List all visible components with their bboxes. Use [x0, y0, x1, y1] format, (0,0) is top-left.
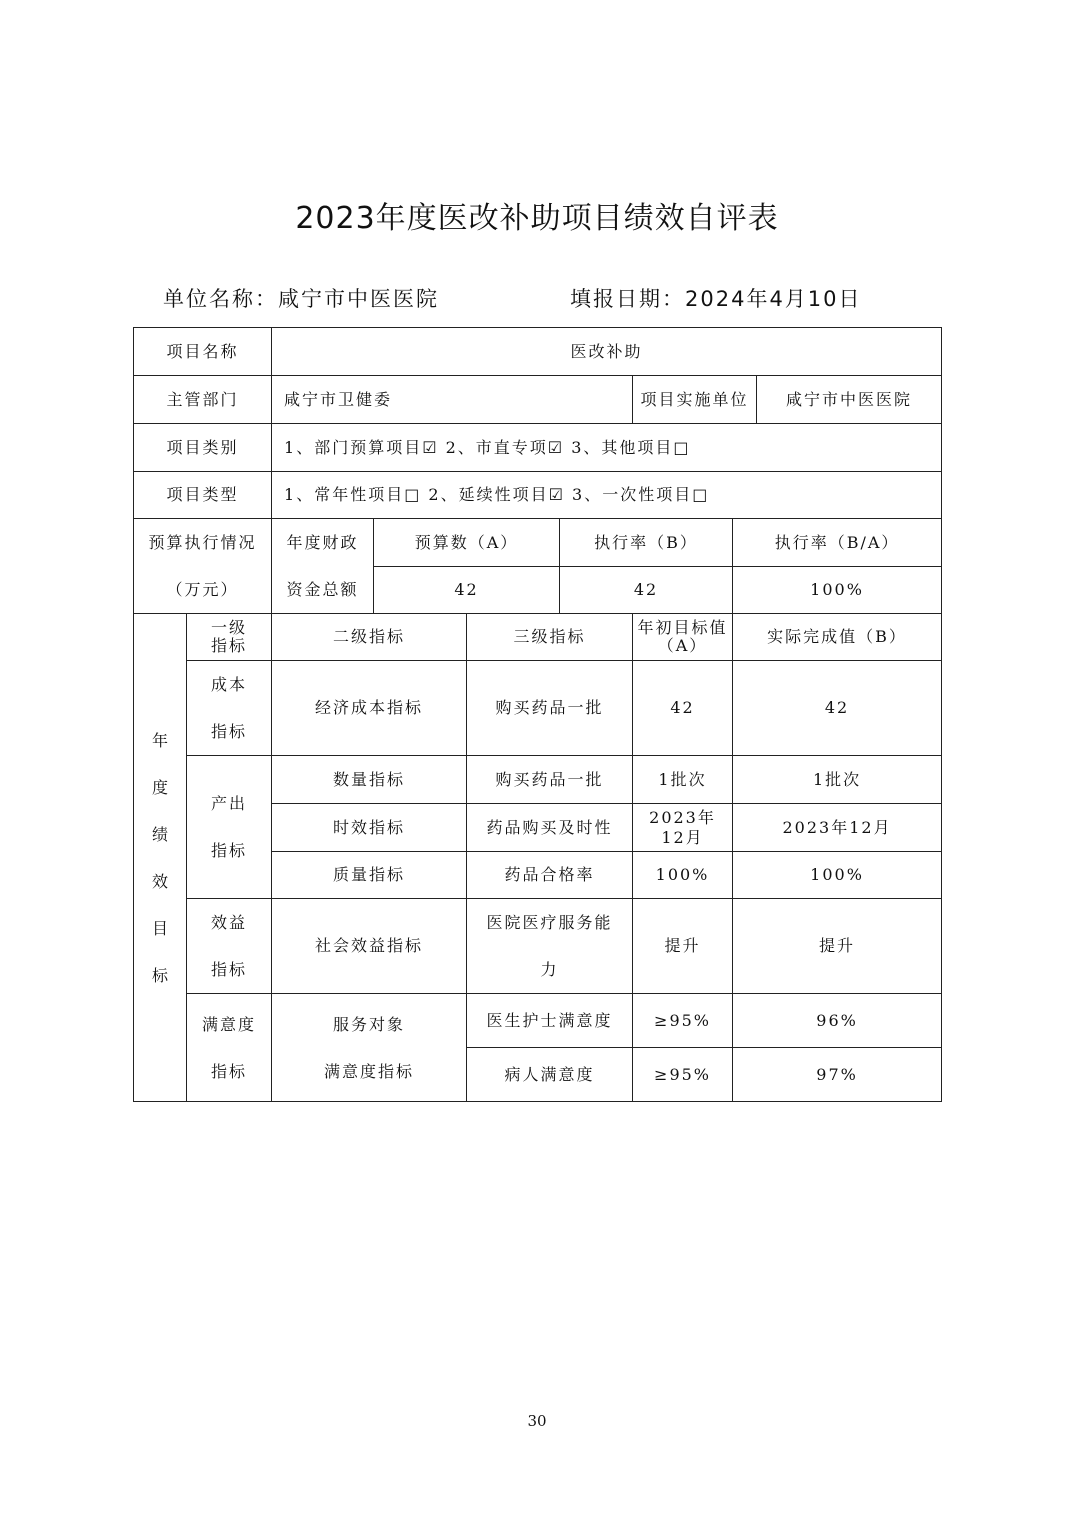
- fund-total-label: [272, 519, 374, 614]
- evaluation-table: [133, 327, 942, 1102]
- fund-total-label-line1: 年度财政: [286, 533, 359, 552]
- satisfaction-actual: 96%: [733, 994, 942, 1048]
- output-level2: 时效指标: [272, 804, 467, 852]
- budget-exec-label-line2: （万元）: [166, 580, 239, 599]
- benefit-label-line1: 效益: [211, 913, 248, 932]
- satisfaction-level3: 医生护士满意度: [467, 994, 633, 1048]
- satisfaction-level2-line1: 服务对象: [333, 1014, 406, 1034]
- table-row: [134, 899, 942, 994]
- budget-ratio-value: 100%: [733, 567, 942, 614]
- dept-value: 咸宁市卫健委: [272, 376, 633, 424]
- table-row: [134, 756, 942, 804]
- budget-b-value: 42: [560, 567, 733, 614]
- type-value: 1、常年性项目□ 2、延续性项目☑ 3、一次性项目□: [272, 472, 942, 519]
- impl-unit-label: 项目实施单位: [633, 376, 757, 424]
- table-row: [134, 472, 942, 519]
- benefit-indicator-label: [187, 899, 272, 994]
- satisfaction-indicator-label: [187, 994, 272, 1102]
- fill-date: 填报日期：2024年4月10日: [570, 287, 862, 311]
- satisfaction-label-line2: 指标: [211, 1061, 248, 1081]
- benefit-target: 提升: [633, 899, 733, 994]
- header-target-line2: （A）: [657, 636, 708, 655]
- output-indicator-label: [187, 756, 272, 899]
- benefit-level3-line2: 力: [540, 960, 559, 979]
- output-actual: 1批次: [733, 756, 942, 804]
- section-char: 效: [151, 871, 168, 891]
- benefit-level2: 社会效益指标: [272, 899, 467, 994]
- budget-col-b: 执行率（B）: [560, 519, 733, 567]
- output-level2: 数量指标: [272, 756, 467, 804]
- unit-name: 单位名称：咸宁市中医医院: [163, 287, 439, 311]
- satisfaction-actual: 97%: [733, 1048, 942, 1102]
- project-name-label: 项目名称: [134, 328, 272, 376]
- cost-label-line1: 成本: [211, 675, 248, 694]
- budget-exec-label-line1: 预算执行情况: [148, 533, 257, 552]
- category-label: 项目类别: [134, 424, 272, 472]
- section-char: 绩: [151, 824, 168, 844]
- cost-indicator-label: [187, 661, 272, 756]
- table-row: [134, 519, 942, 567]
- output-label-line1: 产出: [211, 794, 248, 813]
- page-title: 2023年度医改补助项目绩效自评表: [295, 201, 779, 236]
- annual-goal-section-label: [134, 614, 187, 1102]
- page-number: 30: [527, 1412, 547, 1430]
- cost-target: 42: [633, 661, 733, 756]
- table-row: [134, 328, 942, 376]
- satisfaction-label-line1: 满意度: [202, 1014, 257, 1034]
- output-level3: 药品合格率: [467, 852, 633, 899]
- benefit-level3-line1: 医院医疗服务能: [486, 913, 613, 932]
- satisfaction-target: ≥95%: [633, 994, 733, 1048]
- header-target: [633, 614, 733, 661]
- output-level3: 药品购买及时性: [467, 804, 633, 852]
- category-value: 1、部门预算项目☑ 2、市直专项☑ 3、其他项目□: [272, 424, 942, 472]
- satisfaction-target: ≥95%: [633, 1048, 733, 1102]
- output-label-line2: 指标: [211, 841, 248, 860]
- table-row: [134, 614, 942, 661]
- budget-a-value: 42: [374, 567, 560, 614]
- header-level1: [187, 614, 272, 661]
- output-target: 1批次: [633, 756, 733, 804]
- header-level1-line2: 指标: [211, 636, 248, 655]
- impl-unit-value: 咸宁市中医医院: [757, 376, 942, 424]
- section-char: 标: [151, 965, 168, 985]
- header-actual: 实际完成值（B）: [733, 614, 942, 661]
- budget-col-a: 预算数（A）: [374, 519, 560, 567]
- fund-total-label-line2: 资金总额: [286, 580, 359, 599]
- benefit-label-line2: 指标: [211, 960, 248, 979]
- section-char: 年: [151, 730, 168, 750]
- output-level3: 购买药品一批: [467, 756, 633, 804]
- output-actual: 2023年12月: [733, 804, 942, 852]
- section-char: 目: [151, 918, 168, 938]
- table-row: [134, 661, 942, 756]
- section-char: 度: [151, 777, 168, 797]
- output-target: 100%: [633, 852, 733, 899]
- dept-label: 主管部门: [134, 376, 272, 424]
- satisfaction-level3: 病人满意度: [467, 1048, 633, 1102]
- type-label: 项目类型: [134, 472, 272, 519]
- satisfaction-level2-line2: 满意度指标: [324, 1061, 415, 1081]
- header-level1-line1: 一级: [211, 617, 248, 637]
- satisfaction-level2: [272, 994, 467, 1102]
- header-level3: 三级指标: [467, 614, 633, 661]
- cost-level2: 经济成本指标: [272, 661, 467, 756]
- header-target-line1: 年初目标值: [637, 617, 728, 637]
- table-row: [134, 424, 942, 472]
- project-name-value: 医改补助: [272, 328, 942, 376]
- table-row: [134, 376, 942, 424]
- output-target: 2023年12月: [633, 804, 733, 852]
- budget-col-ratio: 执行率（B/A）: [733, 519, 942, 567]
- output-level2: 质量指标: [272, 852, 467, 899]
- benefit-level3: [467, 899, 633, 994]
- budget-exec-label: [134, 519, 272, 614]
- benefit-actual: 提升: [733, 899, 942, 994]
- table-row: [134, 994, 942, 1048]
- header-level2: 二级指标: [272, 614, 467, 661]
- cost-actual: 42: [733, 661, 942, 756]
- cost-label-line2: 指标: [211, 722, 248, 741]
- output-actual: 100%: [733, 852, 942, 899]
- cost-level3: 购买药品一批: [467, 661, 633, 756]
